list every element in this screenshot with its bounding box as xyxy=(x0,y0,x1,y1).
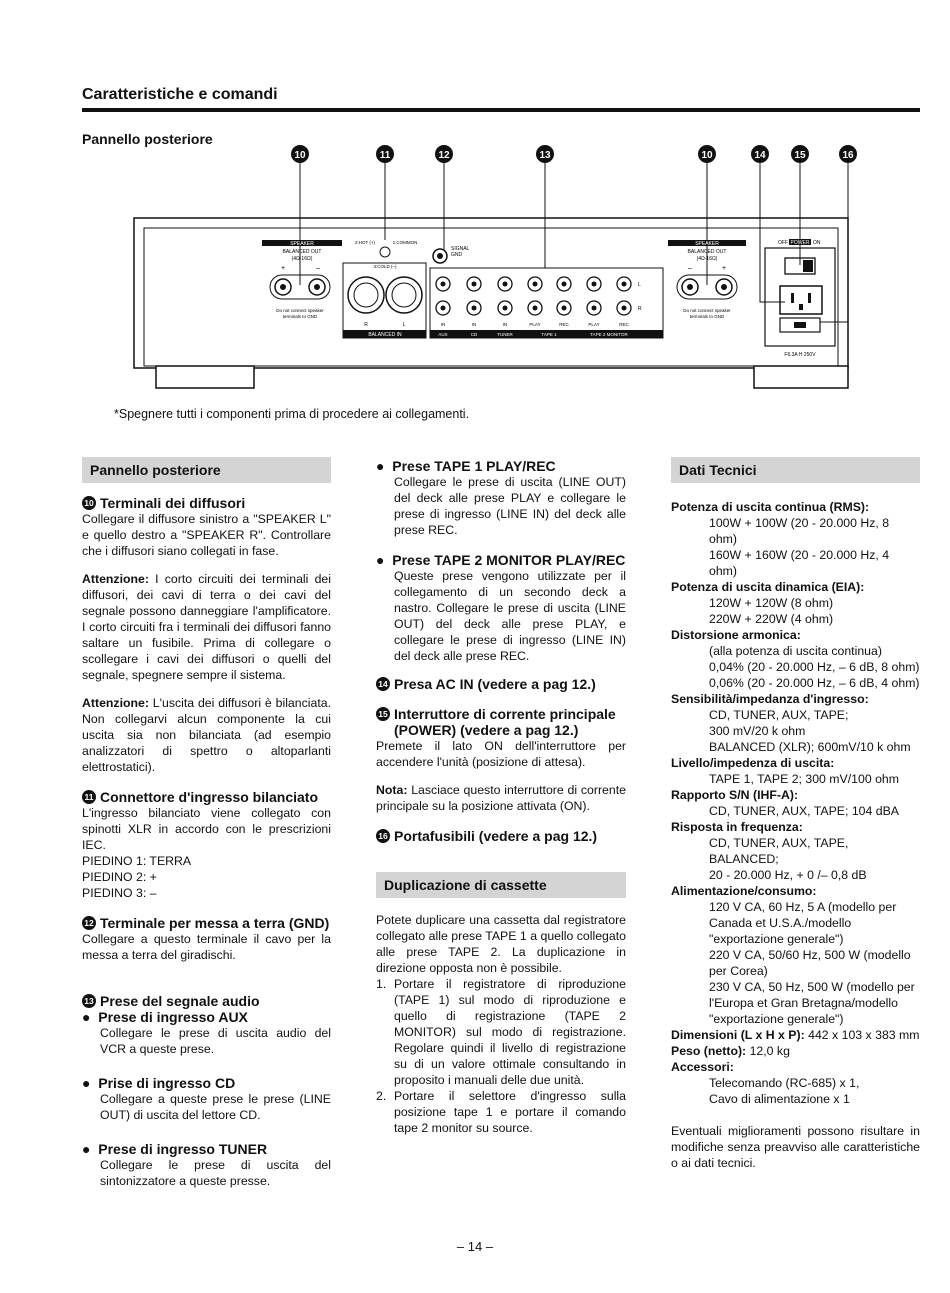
right-foot xyxy=(754,366,848,388)
tape2-text: Queste prese vengono utilizzate per il collegamento di un secondo deck a nastro. Collegare le prese di uscita (LINE OUT) del deck alle prese PLAY, e collegare le prese di ingresso (LINE IN) del deck alle prese REC. xyxy=(394,569,626,663)
specs-footer: Eventuali miglioramenti possono risultare in modifiche senza preavviso alle caratteristiche o ai dati tecnici. xyxy=(671,1124,920,1170)
panel-note: *Spegnere tutti i componenti prima di procedere ai collegamenti. xyxy=(114,407,470,421)
svg-text:L: L xyxy=(402,322,406,328)
spec-value: 220W + 220W (4 ohm) xyxy=(709,612,834,626)
svg-text:CD: CD xyxy=(470,332,478,337)
svg-text:(4Ω-16Ω): (4Ω-16Ω) xyxy=(696,256,718,262)
spec-value: CD, TUNER, AUX, TAPE; xyxy=(709,708,849,722)
accessory-1: Telecomando (RC-685) x 1, xyxy=(709,1076,860,1090)
svg-text:1:COMMON: 1:COMMON xyxy=(392,240,418,245)
s11-text: L'ingresso bilanciato viene collegato con spinotti XLR in accordo con le prescrizioni IEC. xyxy=(82,806,331,852)
svg-text:OFF: OFF xyxy=(778,240,788,246)
svg-text:–: – xyxy=(316,265,320,272)
attention-1-text: I corto circuiti dei terminali dei diffusori, dei cavi di terra o dei cavi del segnale possono danneggiare l'amplificatore. I corto circuiti fra i terminali dei diffusori fanno saltare un fusibile. Prima di collegare o scollegare i cavi dei diffusori o quelli del segnale, spegnere sempre il sistema. xyxy=(82,572,331,682)
svg-text:TAPE 2 MONITOR: TAPE 2 MONITOR xyxy=(590,332,628,337)
svg-text:F6.3A H 250V: F6.3A H 250V xyxy=(784,352,816,358)
svg-text:2:HOT (+): 2:HOT (+) xyxy=(354,240,376,245)
svg-text:ON: ON xyxy=(813,240,821,246)
step-1-number: 1. xyxy=(376,977,387,991)
svg-text:3:COLD (–): 3:COLD (–) xyxy=(373,264,397,269)
spec-key: Potenza di uscita continua (RMS): xyxy=(671,500,870,514)
spec-value: 0,06% (20 - 20.000 Hz, – 6 dB, 4 ohm) xyxy=(709,676,920,690)
spec-value: TAPE 1, TAPE 2; 300 mV/100 ohm xyxy=(709,772,900,786)
left-heading: Pannello posteriore xyxy=(82,457,331,483)
speaker-terminals-left xyxy=(262,240,342,319)
callout-13 xyxy=(536,145,554,163)
svg-text:IN: IN xyxy=(471,322,477,327)
svg-text:terminals to GND: terminals to GND xyxy=(282,314,318,319)
s13-title: Prese del segnale audio xyxy=(100,993,260,1009)
s15-title-2: (POWER) (vedere a pag 12.) xyxy=(394,722,579,738)
tuner-text: Collegare le prese di uscita del sintonizzatore a queste presse. xyxy=(100,1158,331,1188)
s15-text: Premete il lato ON dell'interruttore per accendere l'unità (posizione di attesa). xyxy=(376,739,626,769)
svg-text:terminals to GND: terminals to GND xyxy=(689,314,725,319)
svg-text:Do not connect speaker: Do not connect speaker xyxy=(683,308,731,313)
pin-1: PIEDINO 1: TERRA xyxy=(82,854,192,868)
accessories-label: Accessori: xyxy=(671,1060,734,1074)
callout-text: 16 xyxy=(842,150,854,161)
s13-number: 13 xyxy=(82,994,96,1008)
attention-2-text: L'uscita dei diffusori è bilanciata. Non collegarvi alcun componente la cui uscita sia non bilanciata (ad esempio analizzatori di spettro o altoparlanti elettrostatici). xyxy=(82,696,331,774)
svg-text:SPEAKER: SPEAKER xyxy=(290,241,314,247)
callout-text: 15 xyxy=(794,150,806,161)
step-2 xyxy=(376,1088,626,1136)
nota-label: Nota: xyxy=(376,783,408,797)
step-2-text: Portare il selettore d'ingresso sulla posizione tape 1 e portare il comando tape 2 monitor su source. xyxy=(394,1089,626,1135)
s15-title-1: Interruttore di corrente principale xyxy=(394,706,616,722)
callout-text: 10 xyxy=(701,150,713,161)
spec-value: 230 V CA, 50 Hz, 500 W (modello per l'Europa et Gran Bretagna/modello "exportazione generale") xyxy=(709,980,915,1026)
attention-2 xyxy=(82,695,331,775)
rear-panel-title: Pannello posteriore xyxy=(82,131,213,147)
svg-text:IN: IN xyxy=(502,322,508,327)
svg-text:IN: IN xyxy=(440,322,446,327)
spec-key: Alimentazione/consumo: xyxy=(671,884,817,898)
attention-2-label: Attenzione: xyxy=(82,696,149,710)
nota-text: Lasciace questo interruttore di corrente principale su la posizione attivata (ON). xyxy=(376,783,626,813)
spec-value: 220 V CA, 50/60 Hz, 500 W (modello per Corea) xyxy=(709,948,911,978)
s10-text: Collegare il diffusore sinistro a "SPEAKER L" e quello destro a "SPEAKER R". Controllare che i diffusori siano collegati in fase. xyxy=(82,512,331,558)
section-title: Caratteristiche e comandi xyxy=(82,86,278,103)
s12-number: 12 xyxy=(82,916,96,930)
weight: Peso (netto): 12,0 kg xyxy=(671,1044,790,1058)
svg-text:REC: REC xyxy=(559,322,569,327)
spec-key: Livello/impedenza di uscita: xyxy=(671,756,835,770)
gnd-terminal xyxy=(433,246,470,263)
svg-text:BALANCED IN: BALANCED IN xyxy=(368,332,402,338)
middle-column xyxy=(376,458,626,1136)
spec-value: 20 - 20.000 Hz, + 0 /– 0,8 dB xyxy=(709,868,867,882)
svg-text:PLAY: PLAY xyxy=(529,322,541,327)
callout-text: 12 xyxy=(438,150,450,161)
s12-heading xyxy=(82,915,331,931)
svg-text:TAPE 1: TAPE 1 xyxy=(541,332,557,337)
spec-key: Sensibilità/impedanza d'ingresso: xyxy=(671,692,869,706)
s12-title: Terminale per messa a terra (GND) xyxy=(100,915,330,931)
s10-heading xyxy=(82,495,331,511)
svg-text:–: – xyxy=(688,265,692,272)
s11-title: Connettore d'ingresso bilanciato xyxy=(100,789,319,805)
tape2-title: ● Prese TAPE 2 MONITOR PLAY/REC xyxy=(376,552,626,568)
s10-number: 10 xyxy=(82,496,96,510)
step-1-text: Portare il registratore di riproduzione (TAPE 1) sul modo di riproduzione e quello di registrazione (TAPE 2 MONITOR) sul modo di registrazione. Regolare quindi il livello di registrazione su di un valore ottimale consultando in proposito i manuali delle due unità. xyxy=(394,977,626,1087)
s16-title: Portafusibili (vedere a pag 12.) xyxy=(394,828,598,844)
left-column xyxy=(82,457,331,1189)
svg-text:SIGNAL: SIGNAL xyxy=(451,246,470,252)
callout-text: 11 xyxy=(379,150,391,161)
rear-panel-diagram xyxy=(0,0,950,400)
svg-text:+: + xyxy=(721,265,727,272)
s10-title: Terminali dei diffusori xyxy=(100,495,246,511)
callout-text: 10 xyxy=(294,150,306,161)
s11-number: 11 xyxy=(82,790,96,804)
spec-key: Potenza di uscita dinamica (EIA): xyxy=(671,580,865,594)
s14-number: 14 xyxy=(376,677,390,691)
svg-text:L: L xyxy=(638,282,641,288)
spec-key: Rapporto S/N (IHF-A): xyxy=(671,788,799,802)
svg-text:SPEAKER: SPEAKER xyxy=(695,241,719,247)
callout-text: 14 xyxy=(754,150,766,161)
svg-text:Do not connect speaker: Do not connect speaker xyxy=(276,308,324,313)
attention-1 xyxy=(82,571,331,683)
callout-text: 13 xyxy=(539,150,551,161)
tuner-title: ● Prese di ingresso TUNER xyxy=(82,1141,268,1157)
s14-heading xyxy=(376,676,626,692)
balanced-in-xlr xyxy=(343,240,426,338)
svg-text:GND: GND xyxy=(451,252,463,258)
attention-1-label: Attenzione: xyxy=(82,572,149,586)
tape1-title: ● Prese TAPE 1 PLAY/REC xyxy=(376,458,556,474)
nota xyxy=(376,782,626,814)
svg-text:AUX: AUX xyxy=(438,332,448,337)
aux-text: Collegare le prese di uscita audio del VCR a queste prese. xyxy=(100,1026,331,1056)
dimensions: Dimensioni (L x H x P): 442 x 103 x 383 mm xyxy=(671,1028,920,1042)
spec-value: 120 V CA, 60 Hz, 5 A (modello per Canada et U.S.A./modello "exportazione generale") xyxy=(709,900,897,946)
svg-text:BALANCED OUT: BALANCED OUT xyxy=(282,249,322,255)
callout-12 xyxy=(435,145,453,163)
svg-text:POWER: POWER xyxy=(790,240,810,246)
svg-text:R: R xyxy=(364,322,368,328)
cd-text: Collegare a queste prese le prese (LINE OUT) di uscita del lettore CD. xyxy=(100,1092,331,1122)
dup-heading: Duplicazione di cassette xyxy=(376,872,626,898)
callout-10-left xyxy=(291,145,309,163)
spec-key: Risposta in frequenza: xyxy=(671,820,803,834)
accessory-2: Cavo di alimentazione x 1 xyxy=(709,1092,850,1106)
cd-title: ● Prise di ingresso CD xyxy=(82,1075,236,1091)
step-1 xyxy=(376,976,626,1088)
s12-text: Collegare a questo terminale il cavo per la messa a terra del giradischi. xyxy=(82,932,331,962)
rca-jacks xyxy=(430,268,663,338)
svg-text:BALANCED OUT: BALANCED OUT xyxy=(687,249,727,255)
spec-value: 160W + 160W (20 - 20.000 Hz, 4 ohm) xyxy=(709,548,890,578)
aux-title: ● Prese di ingresso AUX xyxy=(82,1009,248,1025)
callout-11 xyxy=(376,145,394,163)
svg-text:(4Ω-16Ω): (4Ω-16Ω) xyxy=(291,256,313,262)
spec-value: 0,04% (20 - 20.000 Hz, – 6 dB, 8 ohm) xyxy=(709,660,920,674)
spec-value: CD, TUNER, AUX, TAPE; 104 dBA xyxy=(709,804,899,818)
spec-value: CD, TUNER, AUX, TAPE, BALANCED; xyxy=(709,836,849,866)
spec-value: 300 mV/20 k ohm xyxy=(709,724,806,738)
pin-2: PIEDINO 2: + xyxy=(82,870,157,884)
step-2-number: 2. xyxy=(376,1089,387,1103)
callout-16 xyxy=(839,145,857,163)
dup-text: Potete duplicare una cassetta dal registratore collegato alle prese TAPE 1 a quello collegato alle prese TAPE 2. La duplicazione in direzione opposta non è possibile. xyxy=(376,913,626,975)
callout-10-right xyxy=(698,145,716,163)
specs-heading: Dati Tecnici xyxy=(671,457,920,483)
s16-number: 16 xyxy=(376,829,390,843)
s15-number: 15 xyxy=(376,707,390,721)
spec-value: BALANCED (XLR); 600mV/10 k ohm xyxy=(709,740,911,754)
left-foot xyxy=(156,366,254,388)
svg-text:R: R xyxy=(638,306,642,312)
s13-heading xyxy=(82,993,331,1009)
s16-heading xyxy=(376,828,626,844)
svg-text:TUNER: TUNER xyxy=(497,332,513,337)
s15-heading xyxy=(376,706,626,722)
page-number: – 14 – xyxy=(456,1239,494,1254)
svg-text:REC: REC xyxy=(619,322,629,327)
svg-text:+: + xyxy=(280,265,286,272)
svg-text:PLAY: PLAY xyxy=(588,322,600,327)
tape1-text: Collegare le prese di uscita (LINE OUT) del deck alle prese PLAY e collegare le prese di ingresso (LINE IN) del deck alle prese REC. xyxy=(394,475,626,537)
callout-14 xyxy=(751,145,769,163)
pin-3: PIEDINO 3: – xyxy=(82,886,157,900)
s14-title: Presa AC IN (vedere a pag 12.) xyxy=(394,676,596,692)
spec-value: (alla potenza di uscita continua) xyxy=(709,644,882,658)
callout-15 xyxy=(791,145,809,163)
spec-value: 100W + 100W (20 - 20.000 Hz, 8 ohm) xyxy=(709,516,890,546)
s11-heading xyxy=(82,789,331,805)
right-column xyxy=(671,457,920,1171)
specs-list xyxy=(671,499,920,1027)
spec-value: 120W + 120W (8 ohm) xyxy=(709,596,834,610)
spec-key: Distorsione armonica: xyxy=(671,628,801,642)
